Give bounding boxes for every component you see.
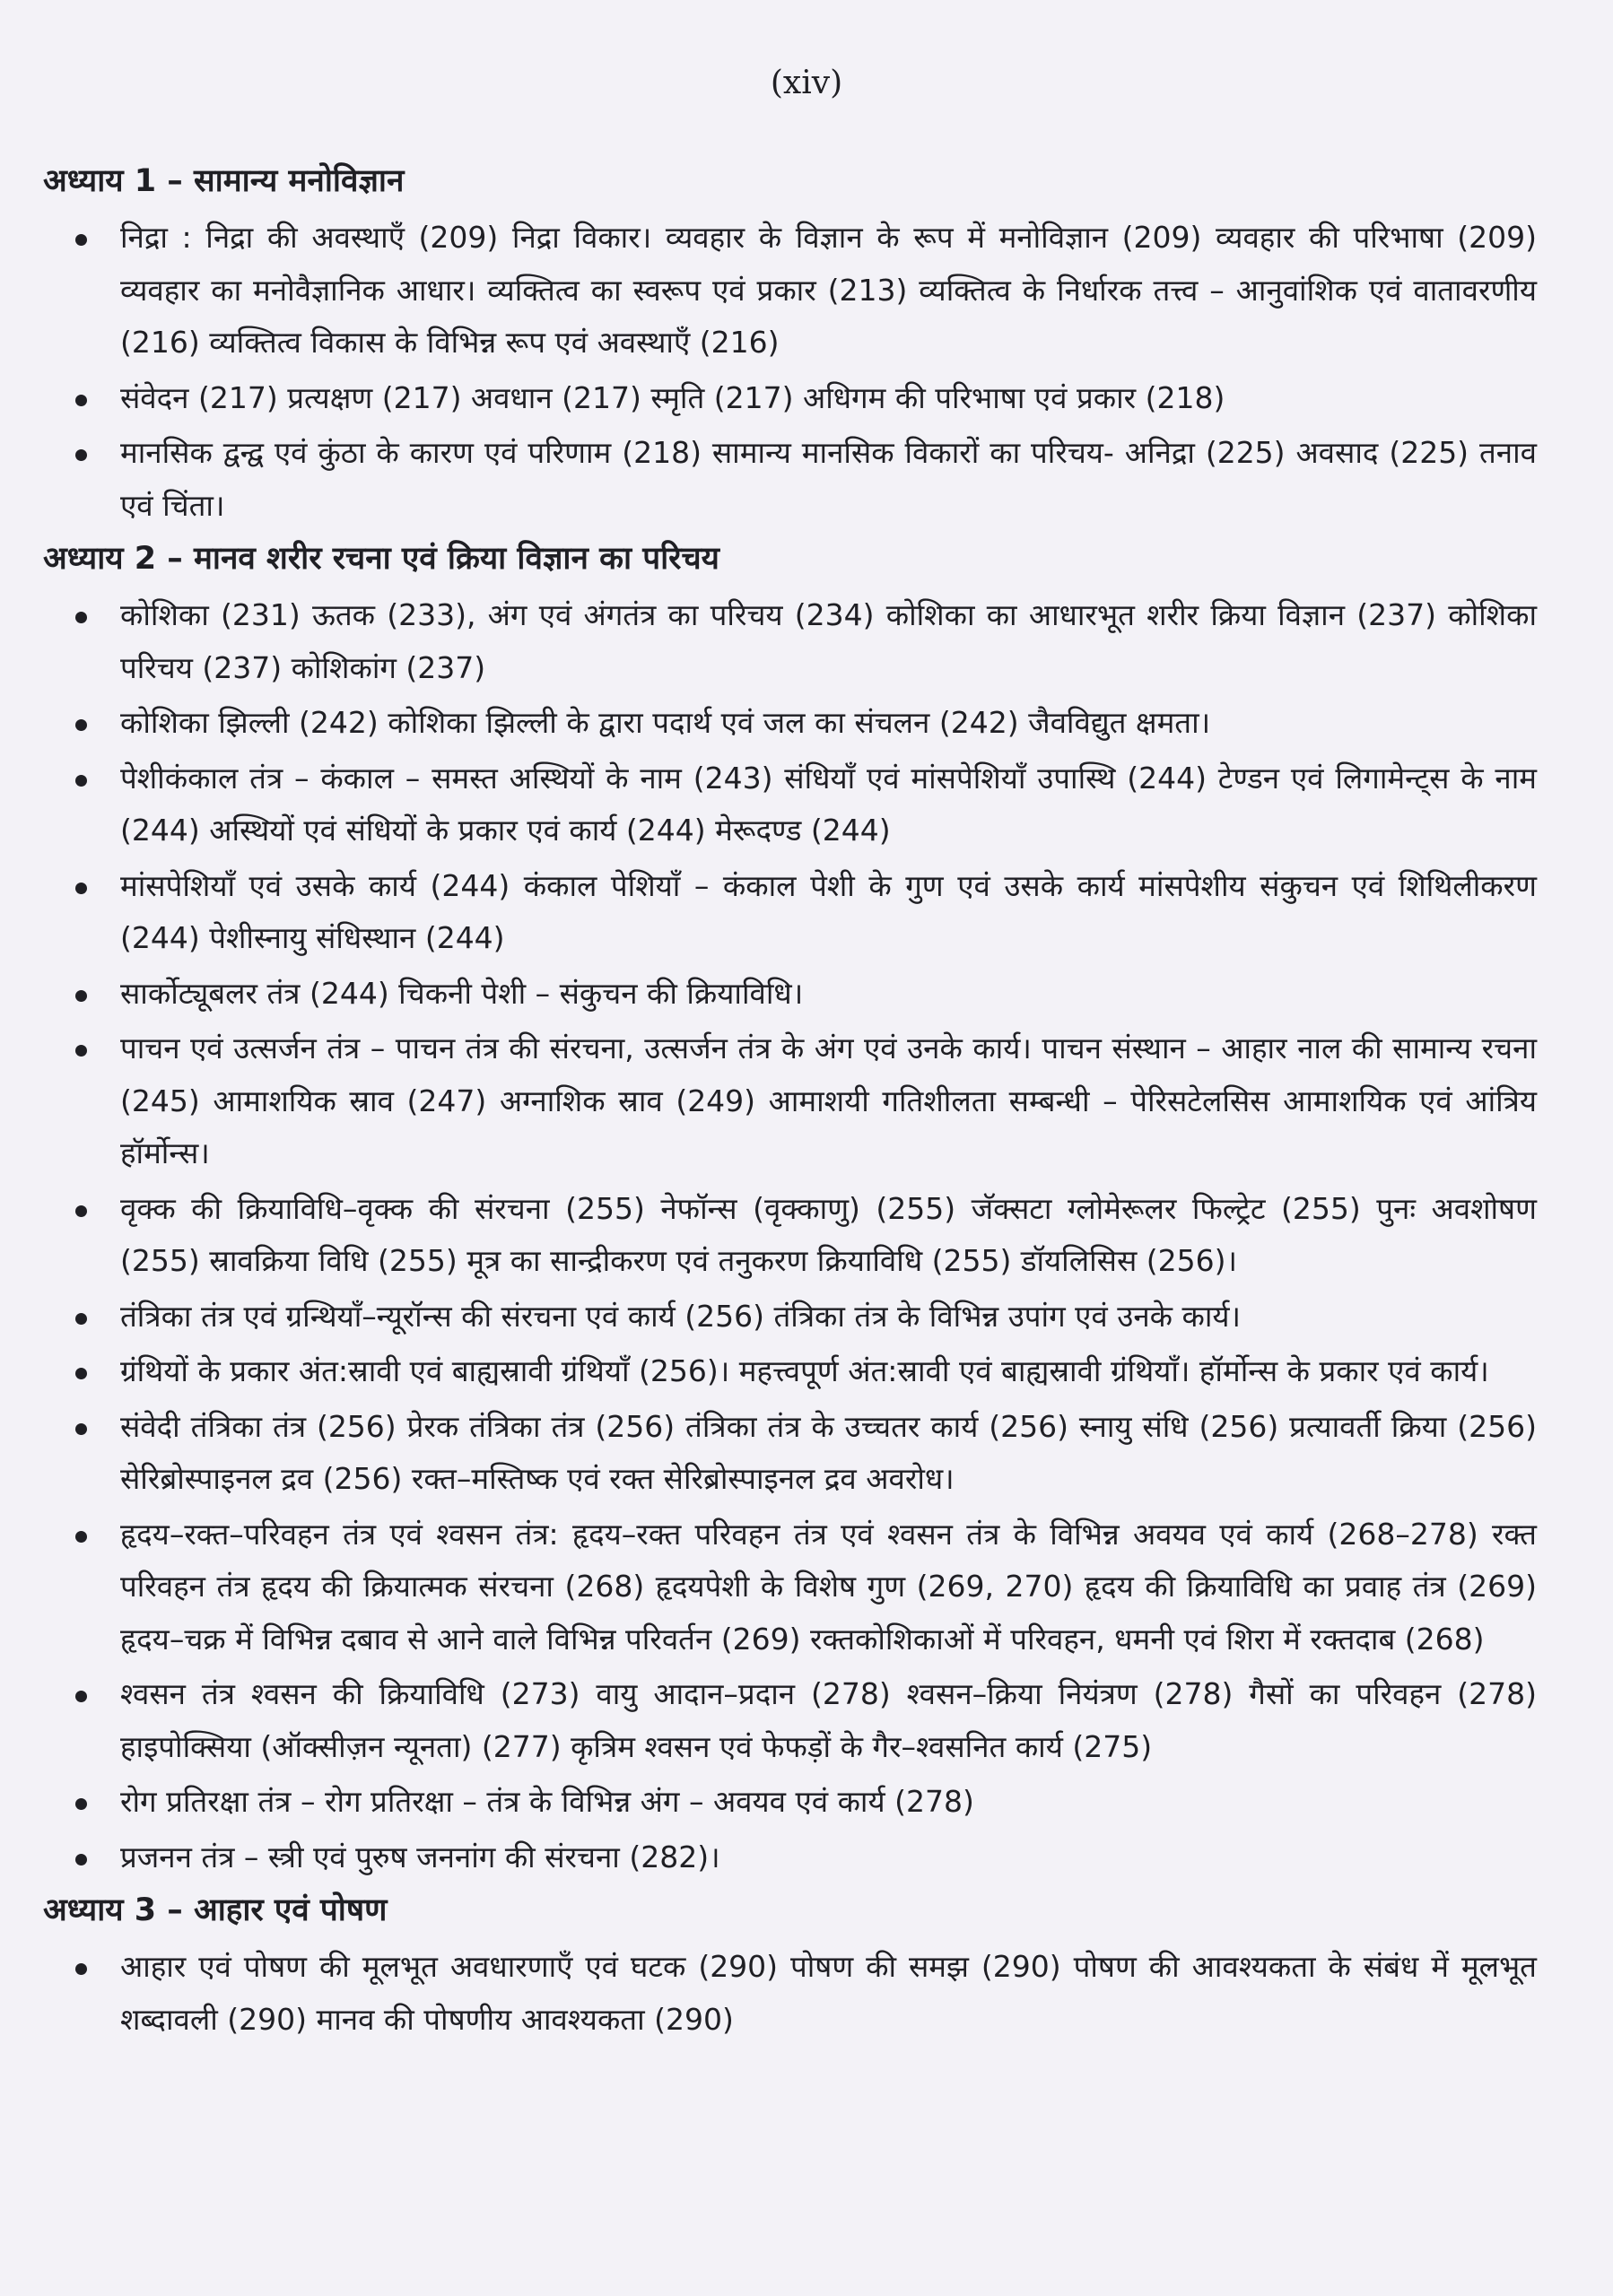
list-item-text: निद्रा : निद्रा की अवस्थाएँ (209) निद्रा विकार। व्यवहार के विज्ञान के रूप में मनोविज्ञान (209) व्यवहार की परिभाषा (209) व्यवहार का मनोवैज्ञानिक आधार। व्यक्तित्व का स्वरूप एवं प्रकार (213) व्यक्तित्व के निर्धारक तत्त्व – आनुवांशिक एवं वातावरणीय (216) व्यक्तित्व विकास के विभिन्न रूप एवं अवस्थाएँ (216)	[120, 220, 1537, 360]
list-item	[43, 1668, 1537, 1773]
bullet-icon	[75, 719, 87, 731]
chapter-section	[43, 537, 1537, 1883]
bullet-icon	[75, 1691, 87, 1702]
list-item	[43, 1291, 1537, 1344]
bullet-icon	[75, 1531, 87, 1543]
bullet-icon	[75, 775, 87, 787]
list-item	[43, 589, 1537, 694]
list-item-text: मानसिक द्वन्द्व एवं कुंठा के कारण एवं परिणाम (218) सामान्य मानसिक विकारों का परिचय- अनिद्रा (225) अवसाद (225) तनाव एवं चिंता।	[120, 435, 1537, 523]
list-item	[43, 1941, 1537, 2046]
list-item	[43, 1509, 1537, 1666]
list-item-text: पेशीकंकाल तंत्र – कंकाल – समस्त अस्थियों के नाम (243) संधियाँ एवं मांसपेशियाँ उपास्थि (244) टेण्डन एवं लिगामेन्ट्स के नाम (244) अस्थियों एवं संधियों के प्रकार एवं कार्य (244) मेरूदण्ड (244)	[120, 760, 1537, 848]
list-item	[43, 1345, 1537, 1398]
list-item	[43, 968, 1537, 1021]
syllabus-content	[43, 160, 1537, 2048]
chapter-title: अध्याय 3 – आहार एवं पोषण	[43, 1892, 388, 1928]
list-item	[43, 860, 1537, 965]
list-item	[43, 427, 1537, 532]
chapter-section	[43, 160, 1537, 532]
list-item-text: कोशिका झिल्ली (242) कोशिका झिल्ली के द्वारा पदार्थ एवं जल का संचलन (242) जैवविद्युत क्षमता।	[120, 705, 1211, 740]
bullet-icon	[75, 1045, 87, 1057]
topic-list	[43, 212, 1537, 532]
topic-list	[43, 589, 1537, 1883]
list-item-text: कोशिका (231) ऊतक (233), अंग एवं अंगतंत्र का परिचय (234) कोशिका का आधारभूत शरीर क्रिया विज्ञान (237) कोशिका परिचय (237) कोशिकांग (237)	[120, 597, 1537, 685]
list-item-text: तंत्रिका तंत्र एवं ग्रन्थियाँ–न्यूरॉन्स की संरचना एवं कार्य (256) तंत्रिका तंत्र के विभिन्न उपांग एवं उनके कार्य।	[120, 1298, 1242, 1334]
bullet-icon	[75, 612, 87, 623]
list-item	[43, 1022, 1537, 1180]
list-item	[43, 1183, 1537, 1288]
list-item	[43, 697, 1537, 750]
list-item	[43, 212, 1537, 370]
bullet-icon	[75, 883, 87, 894]
list-item-text: रोग प्रतिरक्षा तंत्र – रोग प्रतिरक्षा – तंत्र के विभिन्न अंग – अवयव एवं कार्य (278)	[120, 1784, 974, 1819]
bullet-icon	[75, 1423, 87, 1435]
list-item-text: वृक्क की क्रियाविधि–वृक्क की संरचना (255) नेफॉन्स (वृक्काणु) (255) जॅक्सटा ग्लोमेरूलर फिल्ट्रेट (255) पुनः अवशोषण (255) स्रावक्रिया विधि (255) मूत्र का सान्द्रीकरण एवं तनुकरण क्रियाविधि (255) डॉयलिसिस (256)।	[120, 1190, 1537, 1278]
bullet-icon	[75, 449, 87, 461]
list-item	[43, 372, 1537, 425]
bullet-icon	[75, 990, 87, 1002]
chapter-title: अध्याय 1 – सामान्य मनोविज्ञान	[43, 163, 405, 199]
bullet-icon	[75, 1368, 87, 1379]
list-item-text: पाचन एवं उत्सर्जन तंत्र – पाचन तंत्र की संरचना, उत्सर्जन तंत्र के अंग एवं उनके कार्य। पाचन संस्थान – आहार नाल की सामान्य रचना (245) आमाशयिक स्राव (247) अग्नाशिक स्राव (249) आमाशयी गतिशीलता सम्बन्धी – पेरिसटेलसिस आमाशयिक एवं आंत्रिय हॉर्मोन्स।	[120, 1031, 1537, 1170]
list-item-text: ग्रंथियों के प्रकार अंत:स्रावी एवं बाह्यस्रावी ग्रंथियाँ (256)। महत्त्वपूर्ण अंत:स्रावी एवं बाह्यस्रावी ग्रंथियाँ। हॉर्मोन्स के प्रकार एवं कार्य।	[120, 1353, 1489, 1388]
list-item	[43, 1776, 1537, 1829]
bullet-icon	[75, 395, 87, 406]
bullet-icon	[75, 1963, 87, 1975]
list-item-text: संवेदन (217) प्रत्यक्षण (217) अवधान (217) स्मृति (217) अधिगम की परिभाषा एवं प्रकार (218)	[120, 379, 1225, 415]
bullet-icon	[75, 1313, 87, 1325]
topic-list	[43, 1941, 1537, 2046]
list-item	[43, 752, 1537, 857]
list-item-text: आहार एवं पोषण की मूलभूत अवधारणाएँ एवं घटक (290) पोषण की समझ (290) पोषण की आवश्यकता के संबंध में मूलभूत शब्दावली (290) मानव की पोषणीय आवश्यकता (290)	[120, 1949, 1537, 2037]
chapter-title: अध्याय 2 – मानव शरीर रचना एवं क्रिया विज्ञान का परिचय	[43, 541, 719, 577]
bullet-icon	[75, 1205, 87, 1217]
list-item-text: संवेदी तंत्रिका तंत्र (256) प्रेरक तंत्रिका तंत्र (256) तंत्रिका तंत्र के उच्चतर कार्य (256) स्नायु संधि (256) प्रत्यावर्ती क्रिया (256) सेरिब्रोस्पाइनल द्रव (256) रक्त–मस्तिष्क एवं रक्त सेरिब्रोस्पाइनल द्रव अवरोध।	[120, 1408, 1537, 1496]
list-item-text: श्वसन तंत्र श्वसन की क्रियाविधि (273) वायु आदान–प्रदान (278) श्वसन–क्रिया नियंत्रण (278) गैसों का परिवहन (278) हाइपोक्सिया (ऑक्सीज़न न्यूनता) (277) कृत्रिम श्वसन एवं फेफड़ों के गैर–श्वसनित कार्य (275)	[120, 1676, 1537, 1764]
list-item	[43, 1831, 1537, 1884]
bullet-icon	[75, 234, 87, 246]
list-item-text: सार्कोट्यूबलर तंत्र (244) चिकनी पेशी – संकुचन की क्रियाविधि।	[120, 975, 804, 1011]
bullet-icon	[75, 1854, 87, 1866]
list-item-text: हृदय–रक्त–परिवहन तंत्र एवं श्वसन तंत्र: हृदय–रक्त परिवहन तंत्र एवं श्वसन तंत्र के विभिन्न अवयव एवं कार्य (268–278) रक्त परिवहन तंत्र हृदय की क्रियात्मक संरचना (268) हृदयपेशी के विशेष गुण (269, 270) हृदय की क्रियाविधि का प्रवाह तंत्र (269) हृदय–चक्र में विभिन्न दबाव से आने वाले विभिन्न परिवर्तन (269) रक्तकोशिकाओं में परिवहन, धमनी एवं शिरा में रक्तदाब (268)	[120, 1516, 1537, 1657]
list-item-text: प्रजनन तंत्र – स्त्री एवं पुरुष जननांग की संरचना (282)।	[120, 1839, 720, 1874]
list-item	[43, 1401, 1537, 1506]
page-number: (xiv)	[770, 65, 843, 101]
bullet-icon	[75, 1798, 87, 1810]
chapter-section	[43, 1889, 1537, 2046]
list-item-text: मांसपेशियाँ एवं उसके कार्य (244) कंकाल पेशियाँ – कंकाल पेशी के गुण एवं उसके कार्य मांसपेशीय संकुचन एवं शिथिलीकरण (244) पेशीस्नायु संधिस्थान (244)	[120, 867, 1537, 955]
